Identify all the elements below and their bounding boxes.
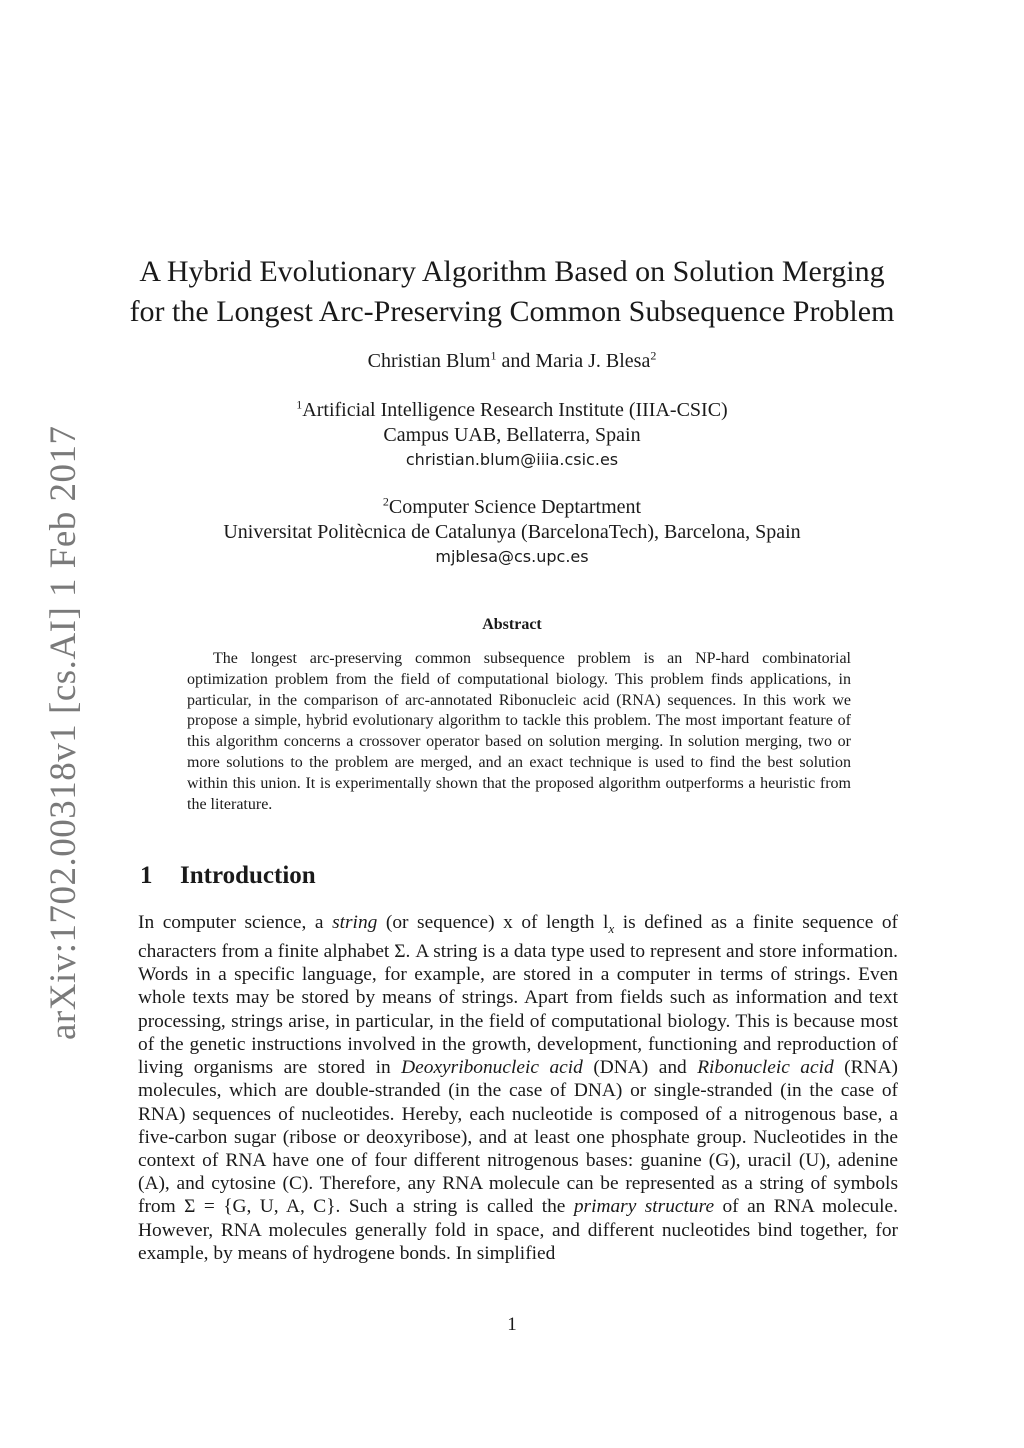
introduction-paragraph: [138, 911, 898, 1265]
body-text: of an RNA molecule. However, RNA molecules generally fold in space, and different nucleotides bind together, for example, by means of hydrogene bonds. In simplified: [138, 1196, 899, 1264]
affiliation-1: [100, 398, 924, 472]
emphasis-text: primary structure: [573, 1196, 715, 1218]
abstract-heading: Abstract: [482, 616, 542, 633]
body-text: In computer science, a: [138, 912, 333, 933]
subscript: x: [608, 920, 615, 936]
body-text: (or sequence) x of length l: [377, 912, 609, 933]
emphasis-text: string: [332, 912, 378, 933]
body-text: is defined as a finite sequence of characters from a finite alphabet Σ. A string is a data type used to represent and store information. Words in a specific language, for example, are stored in a computer in terms of strings. Even whole texts may be stored by means of strings. Apart from fields such as information and text processing, strings arise, in particular, in the field of computational biology. This is because most of the genetic instructions involved in the growth, development, functioning and reproduction of living organisms are stored in: [138, 912, 898, 1079]
affiliation-marker: 2: [382, 494, 389, 509]
affiliation-department: [100, 495, 924, 520]
affiliation-marker: 1: [296, 397, 303, 412]
affiliation-marker: 2: [650, 348, 657, 363]
affiliation-university: Universitat Politècnica de Catalunya (BarcelonaTech), Barcelona, Spain: [223, 521, 801, 543]
author-conjunction: and: [496, 350, 536, 372]
author-email[interactable]: christian.blum@iiia.csic.es: [405, 450, 619, 469]
section-heading: [140, 862, 316, 890]
affiliation-2: [100, 495, 924, 569]
author-name: Maria J. Blesa: [535, 350, 651, 372]
affiliation-department-name: Computer Science Deptartment: [388, 496, 642, 518]
emphasis-text: Ribonucleic acid: [697, 1057, 834, 1079]
arxiv-identifier: arXiv:1702.00318v1 [cs.AI] 1 Feb 2017: [43, 425, 84, 1040]
body-text: (DNA) and: [582, 1057, 698, 1079]
body-text: (RNA) molecules, which are double-stranded (in the case of DNA) or single-stranded (in the case of RNA) sequences of nucleotides. Hereby, each nucleotide is composed of a nitrogenous base, a five-carbon sugar (ribose or deoxyribose), and at least one phosphate group. Nucleotides in the context of RNA have one of four different nitrogenous bases: guanine (G), uracil (U), adenine (A), and cytosine (C). Therefore, any RNA molecule can be represented as a string of symbols from Σ = {G, U, A, C}. Such a string is called the: [138, 1057, 899, 1218]
paper-title: [100, 252, 924, 332]
affiliation-marker: 1: [490, 348, 497, 363]
affiliation-address: Campus UAB, Bellaterra, Spain: [383, 424, 641, 446]
section-number: 1: [140, 862, 153, 889]
title-line-1: A Hybrid Evolutionary Algorithm Based on Solution Merging: [139, 255, 885, 288]
emphasis-text: Deoxyribonucleic acid: [401, 1057, 583, 1079]
affiliation-institute: [100, 398, 924, 423]
affiliation-institute-name: Artificial Intelligence Research Institute (IIIA-CSIC): [302, 399, 728, 421]
title-line-2: for the Longest Arc-Preserving Common Subsequence Problem: [129, 295, 895, 328]
abstract-text: The longest arc-preserving common subsequence problem is an NP-hard combinatorial optimization problem from the field of computational biology. This problem finds applications, in particular, in the comparison of arc-annotated Ribonucleic acid (RNA) sequences. In this work we propose a simple, hybrid evolutionary algorithm to tackle this problem. The most important feature of this algorithm concerns a crossover operator based on solution merging. In solution merging, two or more solutions to the problem are merged, and an exact technique is used to find the best solution within this union. It is experimentally shown that the proposed algorithm outperforms a heuristic from the literature.: [187, 650, 851, 813]
page-number: 1: [507, 1314, 517, 1335]
author-email[interactable]: mjblesa@cs.upc.es: [435, 547, 589, 566]
author-list: [100, 350, 924, 373]
author-name: Christian Blum: [367, 350, 491, 372]
section-title: Introduction: [180, 862, 316, 889]
